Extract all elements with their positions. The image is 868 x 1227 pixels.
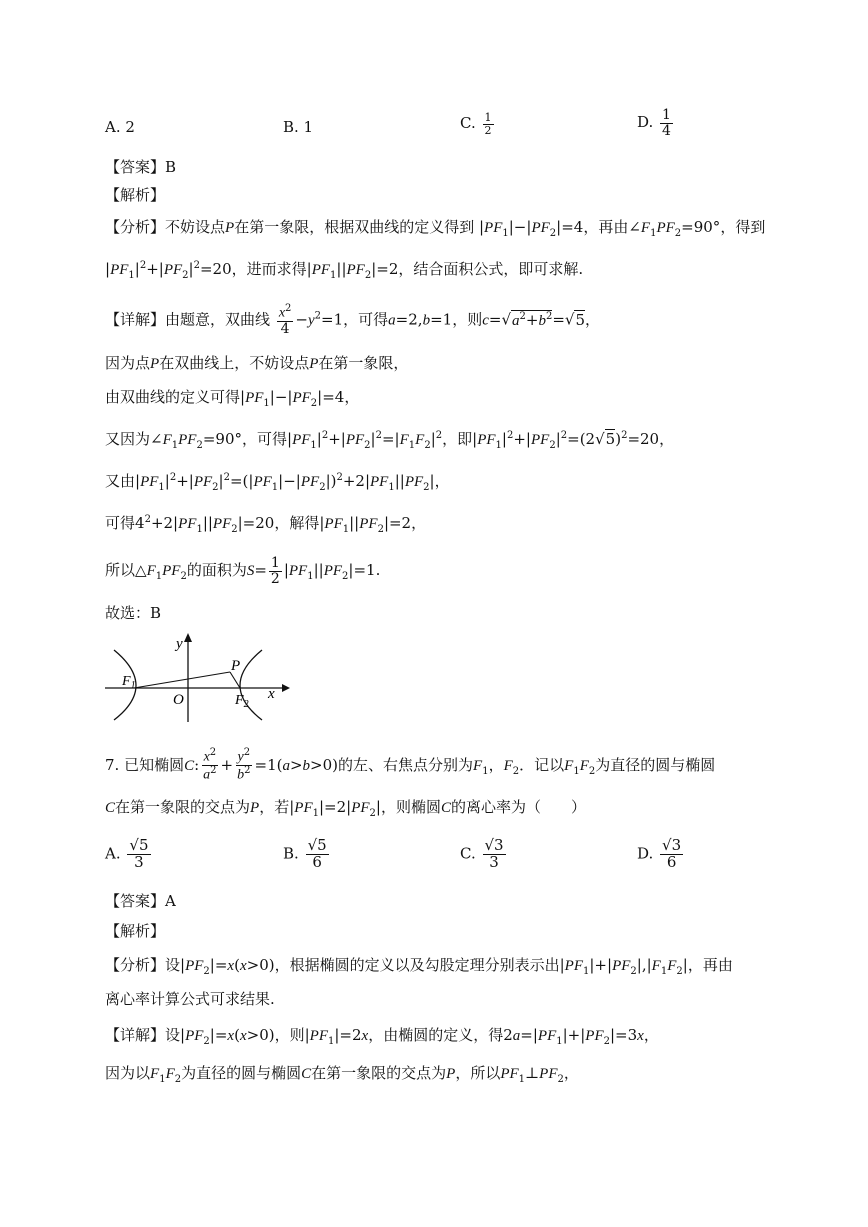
f1-label: $F_1$ [122,674,136,691]
x-axis-arrow [282,684,290,692]
q7-option-b: B. $\frac{√5}{6}$ [283,836,327,871]
q6-answer: 【答案】B [105,158,177,176]
q7-option-a: A. $\frac{√5}{3}$ [105,836,149,871]
segment-pf2 [230,672,240,688]
q7-option-c: C. $\frac{√3}{3}$ [460,836,504,871]
q6-xiangjie-line1: 【详解】由题意，双曲线 $\frac{x^2}{4}$ $-y^2=1$，可得a=2,b=1，则$c=√a^2+b^2=√5$， [105,303,601,338]
option-b: B. 1 [283,118,314,136]
q6-xiangjie-line4: 又因为$\angle F_1PF_2=90^\circ$，可得$|PF_1|^2+|PF_2|^2=|F_1F_2|^2$，即$|PF_1|^2+|PF_2|^2=(2√5)^2=20$， [105,430,675,451]
point-p-label: P [231,658,241,674]
x-label: x [268,686,275,702]
q6-xiangjie-line3: 由双曲线的定义可得$|PF_1|-|PF_2|=4$， [105,388,360,409]
y-axis-arrow [184,633,192,642]
q7-analysis-title: 【解析】 [105,922,166,940]
q7-xiangjie-line1: 【详解】设$|PF_2|=x(x>0)$，则$|PF_1|=2x$，由椭圆的定义，得$2a=|PF_1|+|PF_2|=3x$， [105,1026,659,1047]
f2-label: $F_2$ [235,693,249,710]
q7-stem-line1: 7. 已知椭圆C: $\frac{x^2}{a^2}$ + $\frac{y^2}{b^2}$ =1(a>b>0)的左、右焦点分别为$F_1$，$F_2$．记以$F_1F_2$为直径的圆与椭圆 [105,747,716,783]
q7-answer: 【答案】A [105,892,176,910]
q7-fenxi-line1: 【分析】设$|PF_2|=x(x>0)$，根据椭圆的定义以及勾股定理分别表示出$|PF_1|+|PF_2|,|F_1F_2|$，再由 [105,956,733,977]
q6-analysis-title: 【解析】 [105,186,166,204]
q7-xiangjie-line2: 因为以$F_1F_2$为直径的圆与椭圆C在第一象限的交点为P，所以$PF_1\perp PF_2$， [105,1064,579,1085]
q6-xiangjie-line2: 因为点P在双曲线上，不妨设点P在第一象限， [105,354,409,372]
q6-xiangjie-line6: 可得$4^2+2|PF_1||PF_2|=20$，解得$|PF_1||PF_2|=2$， [105,514,427,535]
y-label: y [176,636,183,652]
origin-label: O [173,692,184,708]
q6-choice: 故选：B [105,604,162,622]
q6-fenxi-line2: $|PF_1|^2+|PF_2|^2=20$，进而求得$|PF_1||PF_2|=2$，结合面积公式，即可求解. [105,260,584,281]
q7-stem-line2: C在第一象限的交点为P，若$|PF_1|=2|PF_2|$，则椭圆C的离心率为（ ） [105,798,587,819]
option-a: A. 2 [105,118,135,136]
q7-option-d: D. $\frac{√3}{6}$ [637,836,682,871]
q7-fenxi-line2: 离心率计算公式可求结果. [105,990,275,1008]
option-c: C. $\frac{1}{2}$ [460,111,492,137]
q6-fenxi-line1: 【分析】不妨设点P在第一象限，根据双曲线的定义得到 $|PF_1|-|PF_2|=4$，再由$\angle F_1PF_2=90^\circ$，得到 [105,218,766,239]
q6-xiangjie-line7: 所以$\triangle F_1PF_2$的面积为S= $\frac{1}{2}$ $|PF_1||PF_2|=1$. [105,555,381,587]
hyperbola-figure [100,630,290,724]
option-d: D. $\frac{1}{4}$ [637,107,671,139]
segment-pf1 [134,672,230,688]
q6-xiangjie-line5: 又由$|PF_1|^2+|PF_2|^2=(|PF_1|-|PF_2|)^2+2|PF_1||PF_2|$， [105,472,450,493]
